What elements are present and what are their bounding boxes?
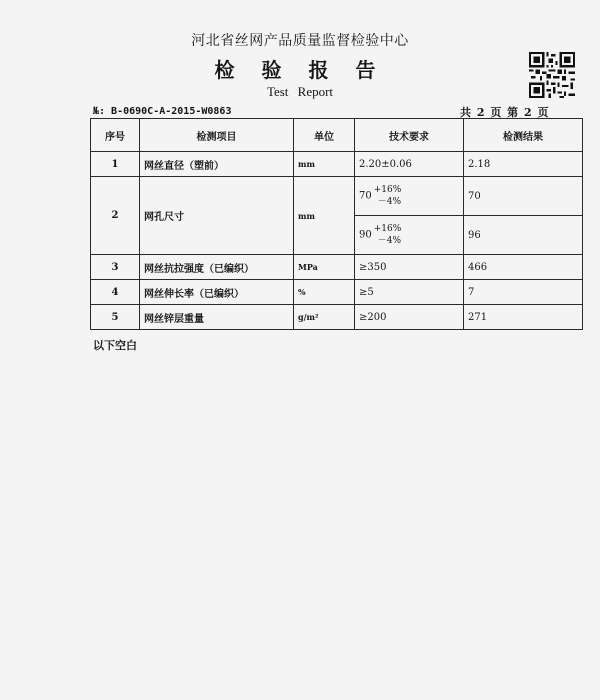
tolerance <box>374 184 402 208</box>
header-result: 检测结果 <box>464 119 583 152</box>
row-item: 网孔尺寸 <box>140 177 294 255</box>
row-no: 1 <box>91 152 140 177</box>
row-item: 网丝抗拉强度（已编织） <box>140 255 294 280</box>
row-result: 2.18 <box>464 152 583 177</box>
row-no: 3 <box>91 255 140 280</box>
table-row <box>91 152 583 177</box>
header-item: 检测项目 <box>140 119 294 152</box>
header-requirement: 技术要求 <box>355 119 464 152</box>
table-row <box>91 280 583 305</box>
header-unit: 单位 <box>294 119 355 152</box>
row-requirement: ≥200 <box>355 305 464 330</box>
tolerance-plus: +16% <box>373 224 402 234</box>
row-unit: mm <box>294 152 355 177</box>
row-result: 7 <box>464 280 583 305</box>
report-title-cn: 检 验 报 告 <box>214 58 386 82</box>
results-table <box>90 118 583 330</box>
qr-code-icon <box>529 52 575 98</box>
row-item: 网丝伸长率（已编织） <box>140 280 294 305</box>
row-requirement: ≥350 <box>355 255 464 280</box>
row-item: 网丝直径（塑前） <box>140 152 294 177</box>
report-number: №: B-0690C-A-2015-W0863 <box>93 106 232 117</box>
row-no: 2 <box>91 177 140 255</box>
header-no: 序号 <box>91 119 140 152</box>
row-result: 466 <box>464 255 583 280</box>
page-indicator: 共 2 页 第 2 页 <box>460 106 550 119</box>
row-result: 96 <box>464 216 583 255</box>
nominal-value: 70 <box>359 190 372 202</box>
table-header-row <box>91 119 583 152</box>
row-unit: mm <box>294 177 355 255</box>
table-row <box>91 177 583 216</box>
report-title-en: Test Report <box>266 84 334 99</box>
blank-below-note: 以下空白 <box>93 339 137 352</box>
row-no: 5 <box>91 305 140 330</box>
row-unit: g/m² <box>294 305 355 330</box>
row-item: 网丝锌层重量 <box>140 305 294 330</box>
row-result: 271 <box>464 305 583 330</box>
row-no: 4 <box>91 280 140 305</box>
tolerance-minus: －4% <box>377 236 402 246</box>
row-requirement <box>355 216 464 255</box>
row-requirement: 2.20±0.06 <box>355 152 464 177</box>
nominal-value: 90 <box>359 229 372 241</box>
tolerance <box>374 223 402 247</box>
table-row <box>91 255 583 280</box>
tolerance-plus: +16% <box>373 185 402 195</box>
row-unit: % <box>294 280 355 305</box>
tolerance-minus: －4% <box>377 197 402 207</box>
row-requirement: ≥5 <box>355 280 464 305</box>
row-unit: MPa <box>294 255 355 280</box>
row-requirement <box>355 177 464 216</box>
table-row <box>91 305 583 330</box>
row-result: 70 <box>464 177 583 216</box>
organization-name: 河北省丝网产品质量监督检验中心 <box>191 33 409 49</box>
